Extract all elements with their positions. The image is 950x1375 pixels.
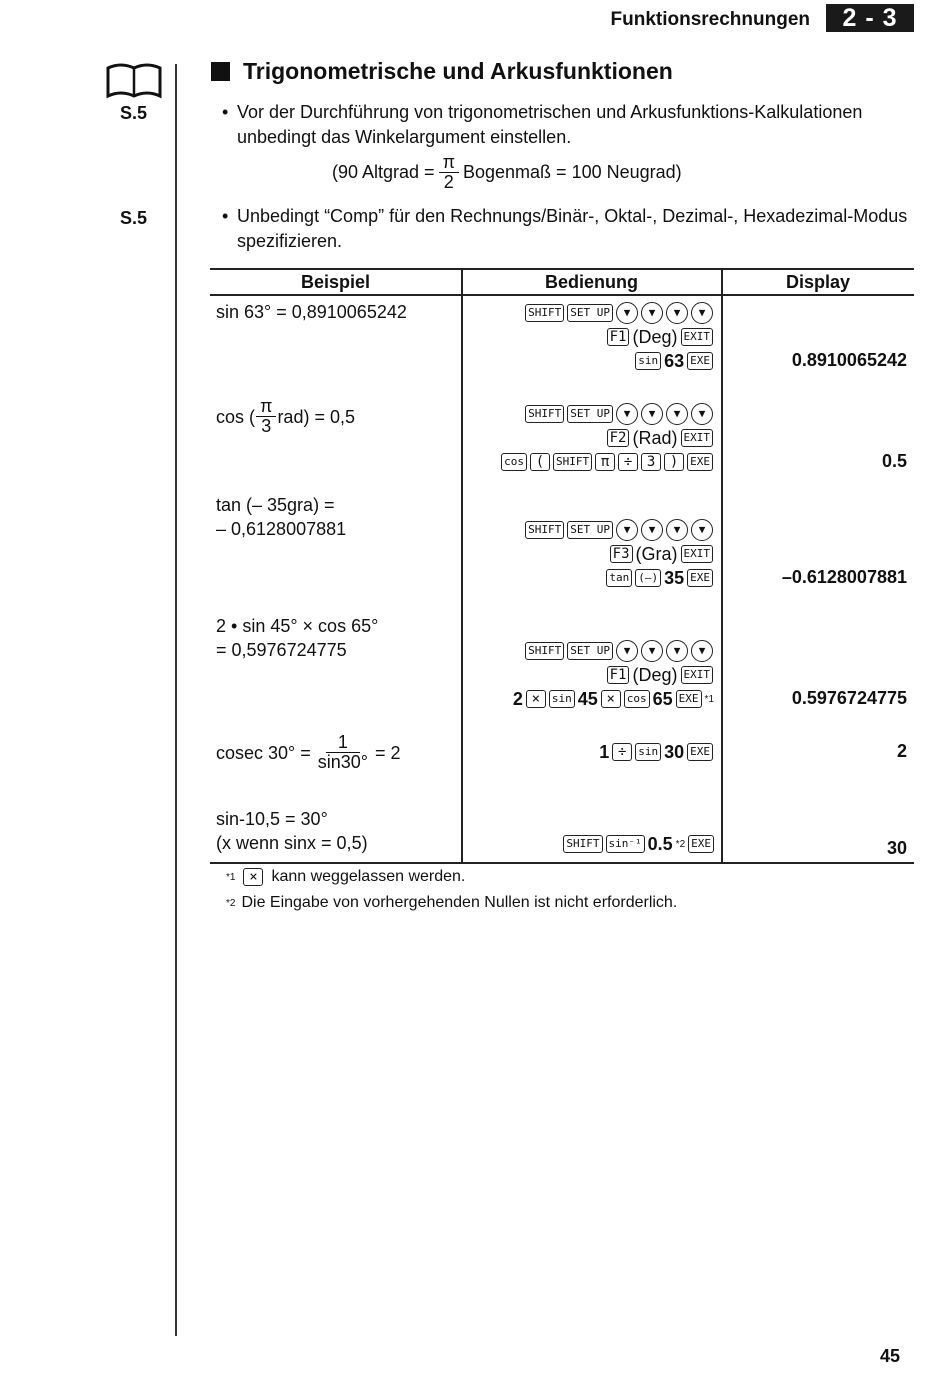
setup-key-icon: SET UP	[567, 405, 613, 423]
operation-line	[563, 833, 714, 855]
table-header-rule	[210, 294, 914, 296]
input-number: 45	[577, 688, 598, 709]
example-line-2: – 0,6128007881	[216, 519, 347, 539]
formula-denominator: 2	[443, 172, 454, 192]
operation-line	[525, 302, 713, 324]
table-col-divider-2	[721, 268, 723, 863]
example-tan	[216, 493, 346, 541]
formula-left: (90 Altgrad =	[332, 162, 435, 182]
footnote-text: Die Eingabe von vorhergehenden Nullen ist nicht erforderlich.	[241, 894, 678, 911]
input-number: 2	[512, 688, 523, 709]
operation-line	[607, 326, 713, 348]
sin-key-icon: sin	[549, 690, 575, 708]
down-arrow-key-icon: ▼	[691, 640, 713, 662]
operation-line	[513, 688, 714, 710]
setup-key-icon: SET UP	[567, 642, 613, 660]
exe-key-icon: EXE	[687, 569, 713, 587]
operation-line	[525, 640, 713, 662]
footnote-text: kann weggelassen werden.	[271, 868, 466, 885]
down-arrow-key-icon: ▼	[616, 519, 638, 541]
footnote-mark: *2	[226, 897, 236, 909]
example-arcsin	[216, 807, 368, 855]
example-sin-cos-product	[216, 614, 378, 662]
pi-key-icon: π	[595, 453, 615, 471]
bullet-text: Unbedingt “Comp” für den Rechnungs/Binär-, Oktal-, Dezimal-, Hexadezimal-Modus spezifizieren.	[237, 206, 908, 251]
exe-key-icon: EXE	[687, 352, 713, 370]
bullet-angle-setting	[222, 100, 922, 152]
divide-key-icon: ÷	[618, 453, 638, 471]
col-header-display: Display	[785, 272, 851, 292]
margin-rule	[175, 64, 177, 1336]
example-text: cos (	[216, 406, 256, 427]
chapter-number-badge: 2 - 3	[826, 4, 914, 32]
sin-key-icon: sin	[635, 352, 661, 370]
example-cos-pi3	[216, 397, 355, 436]
input-number: 30	[664, 741, 685, 762]
footnote-marker-1: *1	[704, 693, 714, 705]
shift-key-icon: SHIFT	[525, 521, 564, 539]
down-arrow-key-icon: ▼	[616, 403, 638, 425]
example-fraction	[314, 733, 372, 772]
formula-fraction	[439, 153, 459, 192]
example-cosec	[216, 733, 401, 772]
exe-key-icon: EXE	[687, 743, 713, 761]
bullet-text: Vor der Durchführung von trigonometrischen und Arkusfunktions-Kalkulationen unbedingt das Winkelargument einstellen.	[237, 102, 863, 147]
fraction-numerator: 1	[326, 733, 360, 753]
table-top-rule	[210, 268, 914, 270]
divide-key-icon: ÷	[612, 743, 632, 761]
three-key-icon: 3	[641, 453, 661, 471]
page-number: 45	[880, 1346, 901, 1366]
fraction-numerator: π	[256, 397, 276, 417]
footnote-mark: *1	[226, 871, 236, 883]
shift-key-icon: SHIFT	[563, 835, 602, 853]
gra-label: (Gra)	[635, 543, 678, 564]
down-arrow-key-icon: ▼	[641, 403, 663, 425]
multiply-key-icon: ×	[601, 690, 621, 708]
example-line-1: sin-10,5 = 30°	[216, 809, 328, 829]
f2-key-icon: F2	[607, 429, 630, 447]
example-line-2: = 0,5976724775	[216, 640, 347, 660]
exit-key-icon: EXIT	[681, 545, 714, 563]
footnote-2	[226, 894, 677, 912]
operation-line	[610, 543, 713, 565]
display-result-4: 0.5976724775	[791, 688, 907, 708]
f1-key-icon: F1	[607, 328, 630, 346]
negative-key-icon: (–)	[635, 569, 661, 587]
exit-key-icon: EXIT	[681, 429, 714, 447]
bullet-comp-mode	[222, 204, 922, 256]
shift-key-icon: SHIFT	[525, 304, 564, 322]
input-number: 1	[599, 741, 610, 762]
exit-key-icon: EXIT	[681, 666, 714, 684]
display-result-6: 30	[886, 838, 907, 858]
page-reference-2: S.5	[120, 208, 148, 228]
manual-reference-book-icon	[106, 62, 162, 100]
exe-key-icon: EXE	[688, 835, 714, 853]
cos-key-icon: cos	[624, 690, 650, 708]
down-arrow-key-icon: ▼	[691, 302, 713, 324]
arcsin-key-icon: sin⁻¹	[606, 835, 645, 853]
footnote-marker-2: *2	[675, 838, 686, 850]
down-arrow-key-icon: ▼	[666, 519, 688, 541]
footnote-1	[226, 868, 465, 886]
down-arrow-key-icon: ▼	[616, 640, 638, 662]
operation-line	[501, 451, 713, 473]
setup-key-icon: SET UP	[567, 521, 613, 539]
down-arrow-key-icon: ▼	[641, 519, 663, 541]
rad-label: (Rad)	[632, 427, 678, 448]
deg-label: (Deg)	[632, 664, 678, 685]
example-line-1: 2 • sin 45° × cos 65°	[216, 616, 379, 636]
section-square-icon	[211, 62, 230, 81]
setup-key-icon: SET UP	[567, 304, 613, 322]
page-reference-1: S.5	[120, 103, 148, 123]
operation-line	[525, 519, 713, 541]
col-header-example: Beispiel	[300, 272, 371, 292]
formula-numerator: π	[439, 153, 459, 173]
example-line-1: tan (– 35gra) =	[216, 495, 335, 515]
down-arrow-key-icon: ▼	[666, 640, 688, 662]
shift-key-icon: SHIFT	[525, 642, 564, 660]
example-line-2: (x wenn sinx = 0,5)	[216, 833, 368, 853]
display-result-2: 0.5	[881, 451, 907, 471]
down-arrow-key-icon: ▼	[641, 640, 663, 662]
example-text: rad) = 0,5	[277, 406, 355, 427]
multiply-key-icon: ×	[243, 868, 263, 886]
down-arrow-key-icon: ▼	[691, 403, 713, 425]
operation-line	[635, 350, 713, 372]
section-title-text: Trigonometrische und Arkusfunktionen	[243, 58, 673, 84]
operation-line	[607, 664, 713, 686]
display-result-1: 0.8910065242	[791, 350, 907, 370]
input-number: 63	[664, 350, 685, 371]
example-fraction	[256, 397, 276, 436]
operation-line	[525, 403, 713, 425]
shift-key-icon: SHIFT	[525, 405, 564, 423]
fraction-denominator: sin30°	[317, 752, 368, 772]
example-sin63: sin 63° = 0,8910065242	[216, 302, 407, 322]
f1-key-icon: F1	[607, 666, 630, 684]
left-paren-key-icon: (	[530, 453, 550, 471]
input-number: 65	[652, 688, 673, 709]
exit-key-icon: EXIT	[681, 328, 714, 346]
col-header-operation: Bedienung	[545, 272, 638, 292]
table-bottom-rule	[210, 862, 914, 864]
running-header-title: Funktionsrechnungen	[610, 9, 810, 30]
formula-right: Bogenmaß = 100 Neugrad)	[463, 162, 682, 182]
down-arrow-key-icon: ▼	[691, 519, 713, 541]
example-text: = 2	[375, 742, 401, 763]
exe-key-icon: EXE	[687, 453, 713, 471]
down-arrow-key-icon: ▼	[666, 302, 688, 324]
input-number: 0.5	[647, 833, 673, 854]
sin-key-icon: sin	[635, 743, 661, 761]
fraction-denominator: 3	[261, 416, 272, 436]
down-arrow-key-icon: ▼	[641, 302, 663, 324]
bullet-dot: •	[222, 206, 229, 226]
example-text: cosec 30° =	[216, 742, 311, 763]
angle-conversion-formula	[332, 153, 682, 192]
shift-key-icon: SHIFT	[553, 453, 592, 471]
down-arrow-key-icon: ▼	[666, 403, 688, 425]
down-arrow-key-icon: ▼	[616, 302, 638, 324]
operation-line	[607, 427, 713, 449]
exe-key-icon: EXE	[676, 690, 702, 708]
cos-key-icon: cos	[501, 453, 527, 471]
tan-key-icon: tan	[606, 569, 632, 587]
operation-line	[599, 741, 713, 763]
multiply-key-icon: ×	[526, 690, 546, 708]
table-col-divider-1	[461, 268, 463, 863]
right-paren-key-icon: )	[664, 453, 684, 471]
bullet-dot: •	[222, 102, 229, 122]
deg-label: (Deg)	[632, 326, 678, 347]
operation-line	[606, 567, 713, 589]
section-title	[211, 58, 673, 85]
input-number: 35	[664, 567, 685, 588]
f3-key-icon: F3	[610, 545, 633, 563]
display-result-3: –0.6128007881	[781, 567, 907, 587]
display-result-5: 2	[896, 741, 907, 761]
